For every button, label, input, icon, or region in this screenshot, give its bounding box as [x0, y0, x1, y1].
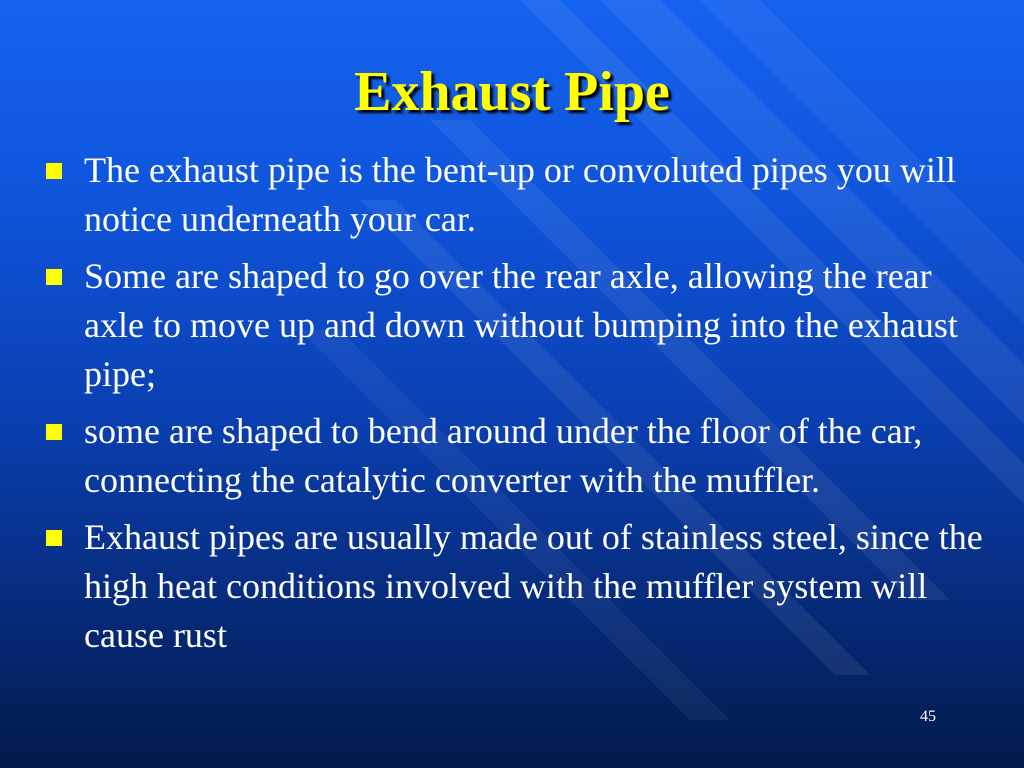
square-bullet-icon: [46, 269, 62, 285]
square-bullet-icon: [46, 424, 62, 440]
bullet-list: [38, 146, 998, 668]
bullet-item: [38, 252, 998, 399]
bullet-item: [38, 513, 998, 660]
square-bullet-icon: [46, 163, 62, 179]
square-bullet-icon: [46, 530, 62, 546]
bullet-text: some are shaped to bend around under the floor of the car, connecting the catalytic converter with the muffler.: [84, 411, 923, 500]
bullet-text: Some are shaped to go over the rear axle, allowing the rear axle to move up and down without bumping into the exhaust pipe;: [84, 256, 958, 394]
bullet-text: Exhaust pipes are usually made out of stainless steel, since the high heat conditions involved with the muffler system will cause rust: [84, 517, 983, 655]
page-number: 45: [920, 708, 936, 725]
bullet-item: [38, 407, 998, 505]
bullet-text: The exhaust pipe is the bent-up or convoluted pipes you will notice underneath your car.: [84, 150, 956, 239]
bullet-item: [38, 146, 998, 244]
slide-title: Exhaust Pipe: [354, 61, 670, 123]
